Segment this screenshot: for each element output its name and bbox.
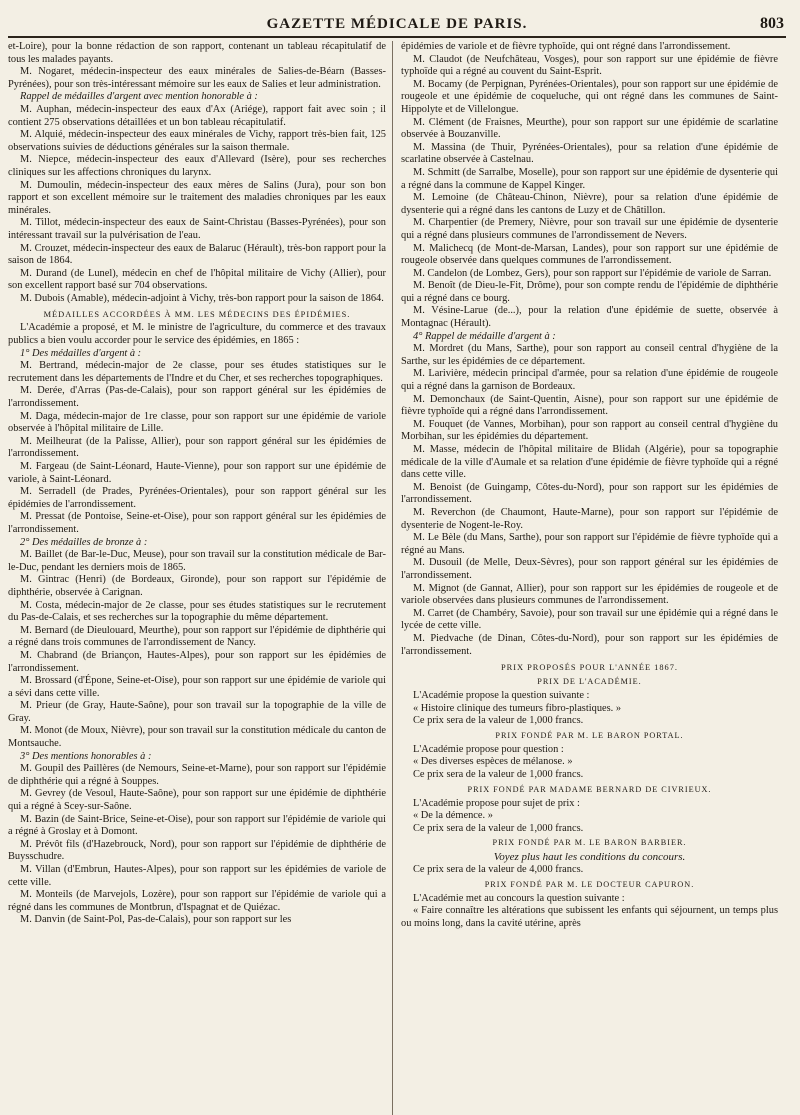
paragraph: M. Brossard (d'Épone, Seine-et-Oise), pour son rapport sur une épidémie de variole qui a sévi dans cette ville.	[8, 675, 386, 699]
section-heading: 3° Des mentions honorables à :	[20, 750, 152, 762]
paragraph: Ce prix sera de la valeur de 1,000 francs.	[413, 822, 584, 834]
prize-section-title: PRIX PROPOSÉS POUR L'ANNÉE 1867.	[500, 663, 679, 673]
paragraph: M. Serradell (de Prades, Pyrénées-Orientales), pour son rapport général sur les épidémies de l'arrondissement.	[8, 486, 386, 510]
prize-title: PRIX FONDÉ PAR M. LE DOCTEUR CAPURON.	[484, 879, 695, 889]
page-number: 803	[760, 15, 784, 32]
two-column-body	[8, 41, 786, 1115]
section-heading: 2° Des médailles de bronze à :	[20, 536, 148, 548]
paragraph: M. Dumoulin, médecin-inspecteur des eaux mères de Salins (Jura), pour son bon rapport et son excellent mémoire sur le traitement des maladies chroniques par les eaux minérales.	[8, 179, 386, 216]
paragraph: M. Mordret (du Mans, Sarthe), pour son rapport au conseil central d'hygiène de la Sarthe, sur les épidémies de ce département.	[401, 343, 778, 367]
paragraph: M. Pressat (de Pontoise, Seine-et-Oise), pour son rapport général sur les épidémies de l'arrondissement.	[8, 511, 386, 535]
paragraph: M. Baillet (de Bar-le-Duc, Meuse), pour son travail sur la constitution médicale de Bar-le-Duc, pendant les derniers mois de 1865.	[8, 549, 386, 573]
paragraph: L'Académie met au concours la question suivante :	[413, 892, 625, 904]
paragraph: « Histoire clinique des tumeurs fibro-plastiques. »	[413, 702, 622, 714]
paragraph: M. Massina (de Thuir, Pyrénées-Orientales), pour sa relation d'une épidémie de scarlatine observée à Castelnau.	[401, 141, 778, 166]
paragraph: M. Malichecq (de Mont-de-Marsan, Landes), pour son rapport sur une épidémie de rougeole observée dans quelques communes de l'arrondissement.	[401, 242, 778, 267]
paragraph: M. Bazin (de Saint-Brice, Seine-et-Oise), pour son rapport sur l'épidémie de variole qui a régné à Groslay et à Domont.	[8, 813, 386, 838]
paragraph: M. Monot (de Moux, Nièvre), pour son travail sur la constitution médicale du canton de Montsauche.	[8, 725, 386, 750]
paragraph: M. Benoist (de Guingamp, Côtes-du-Nord), pour son rapport sur les épidémies de l'arrondissement.	[401, 481, 778, 506]
paragraph: M. Vésine-Larue (de...), pour la relation d'une épidémie de suette, observée à Montagnac (Hérault).	[401, 305, 778, 330]
paragraph: M. Mignot (de Gannat, Allier), pour son rapport sur les épidémies de rougeole et de variole observées dans plusieurs communes de l'arrondissement.	[401, 582, 778, 607]
paragraph: L'Académie a proposé, et M. le ministre de l'agriculture, du commerce et des travaux publics a bien voulu accorder pour le service des épidémies, en 1865 :	[8, 322, 386, 347]
paragraph: M. Prévôt fils (d'Hazebrouck, Nord), pour son rapport sur l'épidémie de diphthérie de Buysschudre.	[8, 838, 386, 863]
paragraph: L'Académie propose pour sujet de prix :	[413, 797, 580, 809]
right-column	[393, 41, 778, 1115]
paragraph: M. Charpentier (de Premery, Nièvre, pour son travail sur une épidémie de dysenterie qui a régné dans plusieurs communes de l'arrondissement de Nevers.	[401, 217, 778, 241]
paragraph: M. Claudot (de Neufchâteau, Vosges), pour son rapport sur une épidémie de fièvre typhoïde qui a régné au couvent du Saint-Esprit.	[401, 53, 778, 78]
section-title: MÉDAILLES ACCORDÉES À MM. LES MÉDECINS DES ÉPIDÉMIES.	[43, 310, 351, 320]
paragraph: M. Gevrey (de Vesoul, Haute-Saône), pour son rapport sur une épidémie de diphthérie qui a régné à Scey-sur-Saône.	[8, 788, 386, 813]
paragraph: M. Chabrand (de Briançon, Hautes-Alpes), pour son rapport sur les épidémies de l'arrondissement.	[8, 649, 386, 674]
prize-title: PRIX DE L'ACADÉMIE.	[537, 677, 642, 687]
paragraph: M. Candelon (de Lombez, Gers), pour son rapport sur l'épidémie de variole de Sarran.	[413, 267, 772, 279]
paragraph: L'Académie propose pour question :	[413, 743, 564, 755]
paragraph: M. Le Bèle (du Mans, Sarthe), pour son rapport sur l'épidémie de fièvre typhoïde qui a régné au Mans.	[401, 532, 778, 556]
paragraph: M. Bernard (de Dieulouard, Meurthe), pour son rapport sur l'épidémie de diphthérie qui a régné dans trois communes de l'arrondissement de Nancy.	[8, 624, 386, 649]
prize-title: PRIX FONDÉ PAR M. LE BARON BARBIER.	[492, 838, 687, 848]
paragraph: « Des diverses espèces de mélanose. »	[413, 756, 573, 768]
paragraph: M. Dubois (Amable), médecin-adjoint à Vichy, très-bon rapport pour la saison de 1864.	[20, 292, 384, 304]
paragraph: Ce prix sera de la valeur de 1,000 francs.	[413, 769, 584, 781]
paragraph: M. Fargeau (de Saint-Léonard, Haute-Vienne), pour son rapport sur une épidémie de variole, à Saint-Léonard.	[8, 461, 386, 485]
paragraph: M. Demonchaux (de Saint-Quentin, Aisne), pour son rapport sur une épidémie de fièvre typhoïde qui a régné dans l'arrondissement.	[401, 393, 778, 418]
paragraph: M. Gintrac (Henri) (de Bordeaux, Gironde), pour son rapport sur l'épidémie de diphthérie, observée à Carignan.	[8, 574, 386, 598]
paragraph: M. Dusouil (de Melle, Deux-Sèvres), pour son rapport général sur les épidémies de l'arrondissement.	[401, 557, 778, 581]
paragraph: M. Larivière, médecin principal d'armée, pour sa relation d'une épidémie de rougeole qui a régné dans la garnison de Bordeaux.	[401, 368, 778, 393]
paragraph: M. Durand (de Lunel), médecin en chef de l'hôpital militaire de Vichy (Allier), pour son excellent rapport basé sur 704 observations.	[8, 267, 386, 292]
section-heading: Rappel de médailles d'argent avec mention honorable à :	[20, 91, 258, 103]
page-header	[8, 10, 786, 38]
paragraph: M. Prieur (de Gray, Haute-Saône), pour son travail sur la topographie de la ville de Gray.	[8, 700, 386, 724]
paragraph: M. Villan (d'Embrun, Hautes-Alpes), pour son rapport sur les épidémies de variole de cette ville.	[8, 864, 386, 888]
section-heading: 4° Rappel de médaille d'argent à :	[413, 330, 556, 342]
left-column	[8, 41, 393, 1115]
paragraph: M. Benoît (de Dieu-le-Fit, Drôme), pour son compte rendu de l'épidémie de diphthérie qui a régné dans ce bourg.	[401, 280, 778, 304]
paragraph: L'Académie propose la question suivante :	[413, 690, 590, 702]
paragraph: Voyez plus haut les conditions du concours.	[493, 851, 686, 864]
paragraph: « De la démence. »	[413, 810, 493, 822]
paragraph: M. Alquié, médecin-inspecteur des eaux minérales de Vichy, rapport très-bien fait, 125 observations suivies de déductions générales sur la saison thermale.	[8, 129, 386, 153]
paragraph: M. Derée, d'Arras (Pas-de-Calais), pour son rapport général sur les épidémies de l'arrondissement.	[8, 385, 386, 410]
prize-title: PRIX FONDÉ PAR MADAME BERNARD DE CIVRIEUX.	[467, 784, 712, 794]
paragraph: M. Reverchon (de Chaumont, Haute-Marne), pour son rapport sur l'épidémie de dysenterie de Nogent-le-Roy.	[401, 506, 778, 531]
section-heading: 1° Des médailles d'argent à :	[20, 347, 142, 359]
paragraph: « Faire connaître les altérations que subissent les enfants qui séjournent, un temps plus ou moins long, dans la cavité utérine, après	[401, 905, 778, 929]
paragraph: M. Auphan, médecin-inspecteur des eaux d'Ax (Ariége), rapport fait avec soin ; il contient 275 observations détaillées et un bon tableau récapitulatif.	[8, 103, 386, 128]
paragraph: M. Masse, médecin de l'hôpital militaire de Blidah (Algérie), pour sa topographie médicale de la ville d'Aumale et sa relation d'une épidémie de fièvre typhoïde qui a régné dans cette ville.	[401, 444, 778, 481]
paragraph: Ce prix sera de la valeur de 1,000 francs.	[413, 715, 584, 727]
paragraph: M. Crouzet, médecin-inspecteur des eaux de Balaruc (Hérault), très-bon rapport pour la saison de 1864.	[8, 242, 386, 267]
paragraph: épidémies de variole et de fièvre typhoïde, qui ont régné dans l'arrondissement.	[401, 41, 731, 52]
paragraph: et-Loire), pour la bonne rédaction de son rapport, contenant un tableau récapitulatif de tous les malades payants.	[8, 41, 386, 65]
paragraph: M. Carret (de Chambéry, Savoie), pour son travail sur une épidémie qui a régné dans le lycée de cette ville.	[401, 607, 778, 632]
paragraph: M. Lemoine (de Château-Chinon, Nièvre), pour sa relation d'une épidémie de dysenterie qui a régné dans les cantons de Luzy et de Châtillon.	[401, 192, 778, 216]
paragraph: M. Monteils (de Marvejols, Lozère), pour son rapport sur l'épidémie de variole qui a régné dans les communes de Montbrun, d'Ispagnat et de Quiézac.	[8, 889, 386, 913]
paragraph: M. Niepce, médecin-inspecteur des eaux d'Allevard (Isère), pour ses recherches cliniques sur les affections chroniques du larynx.	[8, 154, 386, 178]
paragraph: M. Bertrand, médecin-major de 2e classe, pour ses études statistiques sur le recrutement dans les départements de l'Indre et du Cher, et ses recherches topographiques.	[8, 360, 386, 384]
paragraph: M. Daga, médecin-major de 1re classe, pour son rapport sur une épidémie de variole observée à l'hôpital militaire de Lille.	[8, 410, 386, 435]
paragraph: M. Tillot, médecin-inspecteur des eaux de Saint-Christau (Basses-Pyrénées), pour son intéressant travail sur la pulvérisation de l'eau.	[8, 217, 386, 241]
journal-title: GAZETTE MÉDICALE DE PARIS.	[266, 16, 528, 32]
paragraph: M. Costa, médecin-major de 2e classe, pour ses études statistiques sur le recrutement du Pas-de-Calais, et ses recherches sur la topographie du même département.	[8, 599, 386, 624]
paragraph: M. Nogaret, médecin-inspecteur des eaux minérales de Salies-de-Béarn (Basses-Pyrénées), pour son très-intéressant mémoire sur les eaux de Salies et leur administration.	[8, 66, 386, 90]
prize-title: PRIX FONDÉ PAR M. LE BARON PORTAL.	[495, 730, 684, 740]
paragraph: M. Piedvache (de Dinan, Côtes-du-Nord), pour son rapport sur les épidémies de l'arrondissement.	[401, 632, 778, 657]
paragraph: M. Schmitt (de Sarralbe, Moselle), pour son rapport sur une épidémie de dysenterie qui a régné dans la commune de Kappel Kinger.	[401, 166, 778, 191]
paragraph: M. Meilheurat (de la Palisse, Allier), pour son rapport général sur les épidémies de l'arrondissement.	[8, 435, 386, 460]
paragraph: M. Bocamy (de Perpignan, Pyrénées-Orientales), pour son rapport sur une épidémie de rougeole et une épidémie de coqueluche, qui ont régné dans les communes de Saint-Hippolyte et de Villelongue.	[401, 78, 778, 115]
paragraph: M. Goupil des Paillères (de Nemours, Seine-et-Marne), pour son rapport sur l'épidémie de diphthérie qui a régné à Souppes.	[8, 763, 386, 787]
paragraph: M. Danvin (de Saint-Pol, Pas-de-Calais), pour son rapport sur les	[20, 914, 292, 926]
paragraph: Ce prix sera de la valeur de 4,000 francs.	[413, 864, 584, 876]
paragraph: M. Fouquet (de Vannes, Morbihan), pour son rapport au conseil central d'hygiène du Morbihan, sur les épidémies du département.	[401, 418, 778, 443]
paragraph: M. Clément (de Fraisnes, Meurthe), pour son rapport sur une épidémie de scarlatine observée à Bouzanville.	[401, 116, 778, 141]
